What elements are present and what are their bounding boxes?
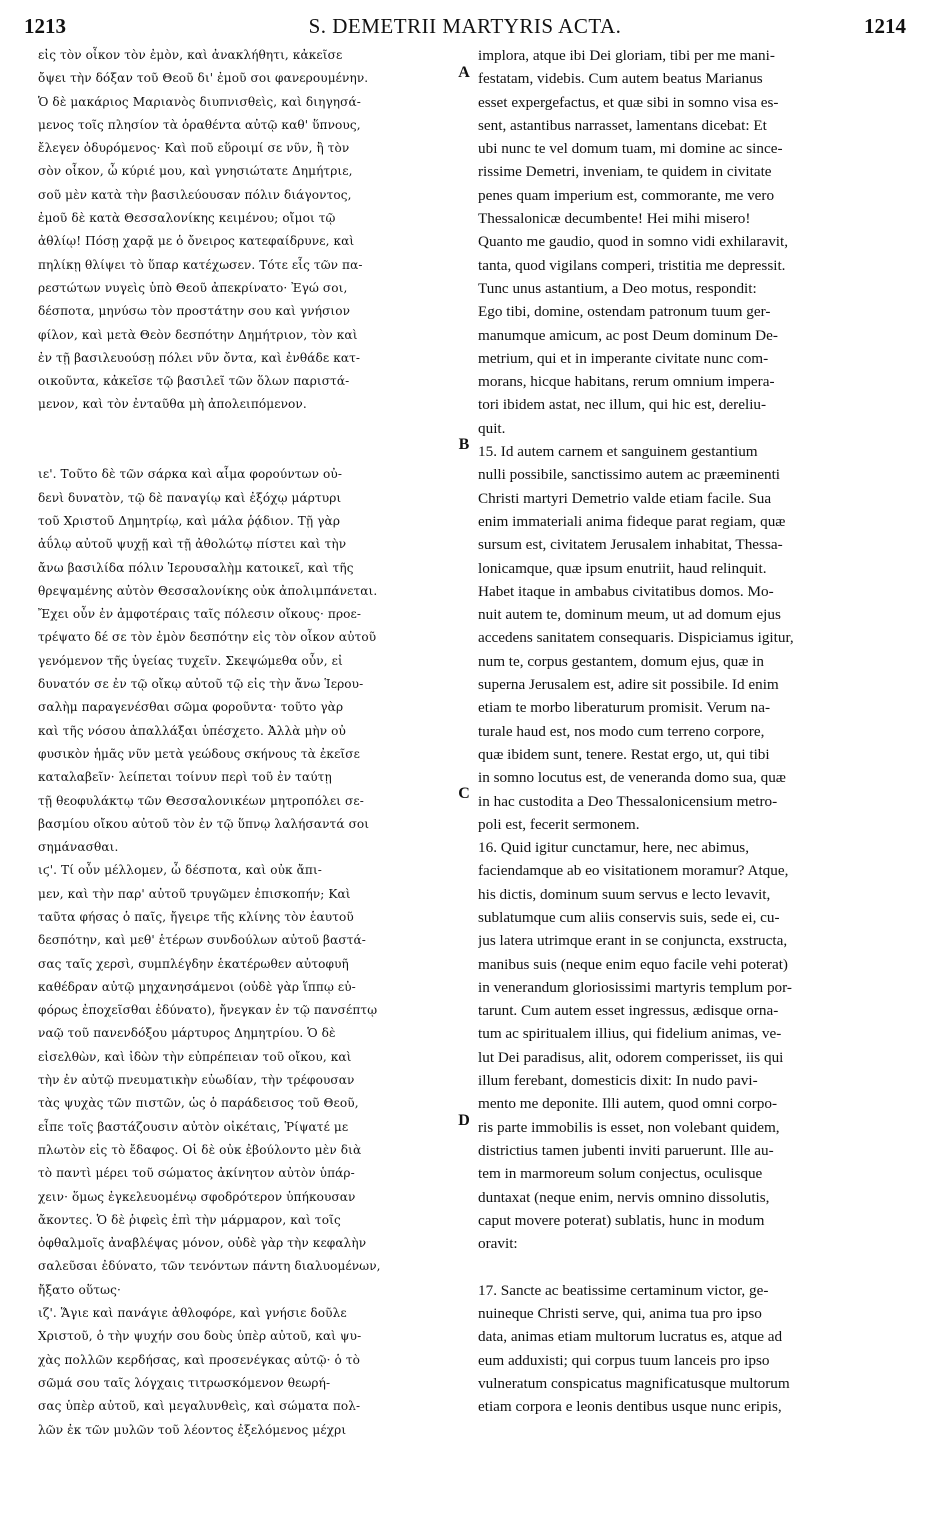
greek-text-line: δεσπότην, καὶ μεθ' ἑτέρων συνδούλων αὐτοῦ βαστά- (38, 933, 366, 948)
latin-text-line: caput movere poterat) sublatis, hunc in modum (478, 1211, 765, 1229)
section-marker-c: C (458, 785, 470, 802)
greek-text-line: σας ταῖς χερσὶ, συμπλέγδην ἑκατέρωθεν αὐτοφυῆ (38, 956, 349, 971)
greek-text-line: ἐν τῇ βασιλευούσῃ πόλει νῦν ὄντα, καὶ ἐνθάδε κατ- (38, 350, 361, 365)
greek-text-line: τὸ παντὶ μέρει τοῦ σώματος ἀκίνητον αὐτὸν ὑπάρ- (38, 1166, 355, 1181)
latin-text-line: tum ac spiritualem illius, qui fidelium animas, ve- (478, 1025, 782, 1043)
latin-text-line: duntaxat (neque enim, nervis omnino dissolutis, (478, 1188, 770, 1206)
latin-text-line: his dictis, dominum suum servus e lecto levavit, (478, 885, 771, 903)
greek-text-line: φυσικὸν ἡμᾶς νῦν μετὰ γεώδους σκήνους τὰ ἐκεῖσε (38, 746, 360, 761)
greek-text-line: εἰσελθὼν, καὶ ἰδὼν τὴν εὐπρέπειαν τοῦ οἴκου, καὶ (38, 1049, 352, 1064)
latin-text-line: penes quam imperium est, commorante, me vero (478, 186, 775, 204)
latin-text-line: lut Dei paradisus, alit, odorem comperisset, iis qui (478, 1048, 784, 1066)
latin-text-line: sublatumque cum aliis conservis suis, sede ei, cu- (478, 908, 780, 926)
greek-text-line: σὸν οἶκον, ὦ κύριέ μου, καὶ γνησιώτατε Δημήτριε, (38, 164, 353, 179)
greek-text-line: ἔλεγεν ὀδυρόμενος· Καὶ ποῦ εὕροιμί σε νῦν, ἢ τὸν (38, 141, 350, 156)
latin-text-line: morans, hicque habitans, rerum omnium impera- (478, 373, 775, 391)
latin-text-line: 17. Sancte ac beatissime certaminum victor, ge- (478, 1281, 769, 1299)
greek-text-line: καθέδραν αὐτῷ μηχανησάμενοι (οὐδὲ γὰρ ἵππῳ εὐ- (38, 979, 356, 994)
latin-text-line: ubi nunc te vel domum tuam, mi domine ac since- (478, 140, 783, 158)
greek-text-line: ρεστώτων νυγεὶς ὑπὸ Θεοῦ ἀπεκρίνατο· Ἐγώ σοι, (38, 280, 348, 295)
greek-text-line: ἤξατο οὕτως· (38, 1282, 121, 1297)
greek-text-line: τρέψατο δέ σε τὸν ἐμὸν δεσπότην εἰς τὸν οἶκον αὐτοῦ (38, 630, 377, 645)
greek-text-line: ἀθλίῳ! Πόσῃ χαρᾷ με ὁ ὄνειρος κατεφαίδρυνε, καὶ (38, 234, 355, 249)
latin-text-line: esset expergefactus, et quæ sibi in somno visa es- (478, 93, 779, 111)
greek-text-line: ὄψει τὴν δόξαν τοῦ Θεοῦ δι' ἐμοῦ σοι φανερουμένην. (38, 71, 369, 86)
latin-text-line: metrium, qui et in imperante civitate nunc com- (478, 349, 769, 367)
greek-text-line: ταῦτα φήσας ὁ παῖς, ἤγειρε τῆς κλίνης τὸν ἑαυτοῦ (38, 909, 354, 924)
greek-text-line: Χριστοῦ, ὁ τὴν ψυχήν σου δοὺς ὑπὲρ αὐτοῦ, καὶ ψυ- (38, 1329, 362, 1344)
latin-text-line: accedens sanitatem consequaris. Dispiciamus igitur, (478, 629, 794, 647)
latin-text-line: 16. Quid igitur cunctamur, here, nec abimus, (478, 839, 750, 857)
greek-text-line: βασμίου οἴκου αὐτοῦ τὸν ἐν τῷ ὕπνῳ λαλήσαντά σοι (38, 816, 370, 831)
latin-text-line: Tunc unus astantium, a Deo motus, respondit: (478, 279, 757, 297)
blank-line (38, 417, 458, 440)
latin-text-line: quit. (478, 419, 506, 437)
blank-line (478, 1255, 898, 1278)
greek-text-line: φίλον, καὶ μετὰ Θεὸν δεσπότην Δημήτριον, τὸν καὶ (38, 327, 358, 342)
greek-text-line: καὶ τῆς νόσου ἀπαλλάξαι ὑπέσχετο. Ἀλλὰ μὴν οὐ (38, 723, 347, 738)
greek-text-line: ἐμοῦ δὲ κατὰ Θεσσαλονίκης κειμένου; οἴμοι τῷ (38, 211, 336, 226)
greek-text-line: σημάνασθαι. (38, 840, 119, 855)
greek-text-line: ὀφθαλμοῖς ἀναβλέψας μόνον, οὐδὲ γὰρ τὴν κεφαλὴν (38, 1236, 367, 1251)
latin-text-line: data, animas etiam multorum lucratus es, atque ad (478, 1328, 783, 1346)
greek-text-line: ναῷ τοῦ πανενδόξου μάρτυρος Δημητρίου. Ὁ δὲ (38, 1026, 336, 1041)
greek-text-line: δέσποτα, μηνύσω τὸν προστάτην σου καὶ γνήσιον (38, 304, 351, 319)
greek-text-line: γενόμενον τῆς ὑγείας τυχεῖν. Σκεψώμεθα οὖν, εἰ (38, 653, 343, 668)
blank-line (38, 440, 458, 463)
latin-text-line: sent, astantibus narrasset, lamentans dicebat: Et (478, 116, 767, 134)
greek-text-line: δενὶ δυνατὸν, τῷ δὲ παναγίῳ καὶ ἐξόχῳ μάρτυρι (38, 490, 342, 505)
greek-text-line: ἄνω βασιλίδα πόλιν Ἱερουσαλὴμ κατοικεῖ, καὶ τῆς (38, 560, 354, 575)
latin-text-line: eum adduxisti; qui corpus tuum lanceis pro ipso (478, 1351, 770, 1369)
latin-text-line: tanta, quod vigilans comperi, tristitia me depressit. (478, 256, 786, 274)
greek-text-line: τοῦ Χριστοῦ Δημητρίῳ, καὶ μάλα ῥᾴδιον. Τῇ γὰρ (38, 513, 341, 528)
latin-text-line: Quanto me gaudio, quod in somno vidi exhilaravit, (478, 233, 789, 251)
greek-text-line: χειν· ὅμως ἐγκελευομένῳ σφοδρότερον ὑπήκουσαν (38, 1189, 356, 1204)
latin-text-line: districtius tamen jubenti inviti paruerunt. Ille au- (478, 1141, 774, 1159)
running-head (0, 14, 930, 44)
page-number-left: 1213 (24, 14, 66, 38)
section-marker-d: D (458, 1112, 470, 1129)
latin-text-line: tori ibidem astat, nec illum, qui hic est, dereliu- (478, 396, 767, 414)
latin-text-line: lonicamque, quæ ipsum enutriit, haud relinquit. (478, 559, 767, 577)
greek-text-line: πλωτὸν εἰς τὸ ἔδαφος. Οἱ δὲ οὐκ ἐβούλοντο μὲν διὰ (38, 1142, 362, 1157)
latin-text-line: rissime Demetri, inveniam, te quidem in civitate (478, 163, 772, 181)
latin-text-line: sursum est, civitatem Jerusalem inhabitat, Thessa- (478, 536, 783, 554)
latin-text-line: in somno locutus est, de veneranda domo sua, quæ (478, 769, 786, 787)
greek-text-line: δυνατόν σε ἐν τῷ οἴκῳ αὐτοῦ τῷ εἰς τὴν ἄνω Ἱερου- (38, 677, 364, 692)
page-number-right: 1214 (864, 14, 906, 38)
latin-text-line: poli est, fecerit sermonem. (478, 815, 640, 833)
latin-text-line: nulli possibile, sanctissimo autem ac præeminenti (478, 466, 781, 484)
greek-text-line: σαλεῦσαι ἐδύνατο, τῶν τενόντων πάντη διαλυομένων, (38, 1259, 381, 1274)
latin-text-line: etiam corpora e leonis dentibus usque nunc eripis, (478, 1398, 782, 1416)
greek-text-line: σας ὑπὲρ αὐτοῦ, καὶ μεγαλυνθεὶς, καὶ σώματα πολ- (38, 1399, 361, 1414)
latin-text-line: faciendamque ab eo visitationem moramur? Atque, (478, 862, 789, 880)
greek-text-line: ιζ'. Ἅγιε καὶ πανάγιε ἀθλοφόρε, καὶ γνήσιε δοῦλε (38, 1306, 347, 1321)
latin-text-column (478, 44, 898, 1419)
greek-text-line: Ἔχει οὖν ἐν ἀμφοτέραις ταῖς πόλεσιν οἴκους· προε- (38, 607, 362, 622)
running-title: S. DEMETRII MARTYRIS ACTA. (308, 14, 622, 38)
greek-text-line: οικοῦντα, κἀκεῖσε τῷ βασιλεῖ τῶν ὅλων παριστά- (38, 374, 350, 389)
greek-text-line: ιϛ'. Τί οὖν μέλλομεν, ὦ δέσποτα, καὶ οὐκ ἄπι- (38, 863, 322, 878)
latin-text-line: Christi martyri Demetrio valde etiam facile. Sua (478, 489, 772, 507)
latin-text-line: illum ferebant, domesticis dixit: In nudo pavi- (478, 1072, 758, 1090)
latin-text-line: nuit autem te, dominum meum, ut ad domum ejus (478, 606, 781, 624)
greek-text-line: εἰς τὸν οἶκον τὸν ἐμὸν, καὶ ἀνακλήθητι, κἀκεῖσε (38, 48, 343, 62)
greek-text-line: καταλαβεῖν· λείπεται τοίνυν περὶ τοῦ ἐν ταύτῃ (38, 770, 332, 785)
latin-text-line: jus latera utrimque erant in se conjuncta, exstructa, (478, 932, 788, 950)
greek-text-line: ἄκοντες. Ὁ δὲ ῥιφεὶς ἐπὶ τὴν μάρμαρον, καὶ τοῖς (38, 1212, 341, 1227)
greek-text-line: φόρως ἐποχεῖσθαι ἐδύνατο), ἤνεγκαν ἐν τῷ πανσέπτῳ (38, 1003, 378, 1018)
greek-text-line: λῶν ἐκ τῶν μυλῶν τοῦ λέοντος ἐξελόμενος μέχρι (38, 1422, 347, 1437)
greek-text-line: ιε'. Τοῦτο δὲ τῶν σάρκα καὶ αἷμα φορούντων οὐ- (38, 467, 343, 482)
latin-text-line: implora, atque ibi Dei gloriam, tibi per me mani- (478, 47, 775, 64)
greek-text-line: μενον, καὶ τὸν ἐνταῦθα μὴ ἀπολειπόμενον. (38, 397, 307, 412)
greek-text-line: μενος τοῖς πλησίον τὰ ὁραθέντα αὐτῷ καθ' ὕπνους, (38, 117, 361, 132)
greek-text-line: εἶπε τοῖς βαστάζουσιν αὐτὸν οἰκέταις, Ῥίψατέ με (38, 1119, 349, 1134)
section-marker-b: B (458, 436, 470, 453)
greek-text-column (38, 44, 458, 1442)
greek-text-line: τῇ θεοφυλάκτῳ τῶν Θεσσαλονικέων μητροπόλει σε- (38, 793, 364, 808)
greek-text-line: σοῦ μὲν κατὰ τὴν βασιλεύουσαν πόλιν διάγοντος, (38, 187, 352, 202)
latin-text-line: manibus suis (neque enim equo facile vehi poterat) (478, 955, 788, 973)
latin-text-line: quæ ibidem sunt, tenere. Restat ergo, ut, qui tibi (478, 745, 770, 763)
greek-text-line: θρεψαμένης αὐτὸν Θεσσαλονίκης οὐκ ἀπολιμπάνεται. (38, 583, 378, 598)
latin-text-line: in venerandum gloriosissimi martyris templum por- (478, 978, 792, 996)
latin-text-line: etiam te morbo liberaturum promisit. Verum na- (478, 699, 771, 717)
latin-text-line: vulneratum conspicatus magnificatusque multorum (478, 1374, 790, 1392)
greek-text-line: χὰς πολλῶν κερδήσας, καὶ προσενέγκας αὐτῷ· ὁ τὸ (38, 1352, 360, 1367)
latin-text-line: nuineque Christi serve, qui, anima tua pro ipso (478, 1305, 762, 1323)
greek-text-line: τὴν ἐν αὐτῷ πνευματικὴν εὐωδίαν, τὴν τρέφουσαν (38, 1073, 355, 1088)
latin-text-line: tem in marmoreum solum conjectus, oculisque (478, 1165, 763, 1183)
latin-text-line: festatam, videbis. Cum autem beatus Marianus (478, 70, 763, 88)
greek-text-line: τὰς ψυχὰς τῶν πιστῶν, ὡς ὁ παράδεισος τοῦ Θεοῦ, (38, 1096, 359, 1111)
latin-text-line: tarunt. Cum autem esset ingressus, ædisque orna- (478, 1002, 779, 1020)
latin-text-line: mento me deponite. Illi autem, quod omni corpo- (478, 1095, 778, 1113)
latin-text-line: manumque amicum, ac post Deum dominum De- (478, 326, 778, 344)
greek-text-line: ἀΰλῳ αὐτοῦ ψυχῇ καὶ τῇ ἀθολώτῳ πίστει καὶ τὴν (38, 537, 347, 552)
latin-text-line: num te, corpus gestantem, domum ejus, quæ in (478, 652, 764, 670)
latin-text-line: Thessalonicæ decumbente! Hei mihi misero! (478, 210, 751, 228)
greek-text-line: πηλίκῃ θλίψει τὸ ὕπαρ κατέχωσεν. Τότε εἷς τῶν πα- (38, 257, 363, 272)
greek-text-line: Ὁ δὲ μακάριος Μαριανὸς διυπνισθεὶς, καὶ διηγησά- (38, 94, 361, 109)
latin-text-line: enim immateriali anima fideque parat regiam, quæ (478, 512, 786, 530)
section-marker-a: A (458, 64, 470, 81)
greek-text-line: σῶμά σου ταῖς λόγχαις τιτρωσκόμενον θεωρή- (38, 1375, 331, 1390)
greek-text-line: μεν, καὶ τὴν παρ' αὐτοῦ τρυγῶμεν ἐπισκοπήν; Καὶ (38, 886, 351, 901)
latin-text-line: superna Jerusalem est, adire sit possibile. Id enim (478, 676, 779, 694)
latin-text-line: 15. Id autem carnem et sanguinem gestantium (478, 443, 758, 461)
latin-text-line: Habet itaque in ambabus civitatibus domos. Mo- (478, 582, 774, 600)
latin-text-line: oravit: (478, 1235, 518, 1253)
latin-text-line: in hac custodita a Deo Thessalonicensium metro- (478, 792, 778, 810)
latin-text-line: ris parte immobilis is esset, non volebant quidem, (478, 1118, 780, 1136)
latin-text-line: Ego tibi, domine, ostendam patronum tuum ger- (478, 303, 771, 321)
greek-text-line: σαλὴμ παραγενέσθαι σῶμα φοροῦντα· τοῦτο γὰρ (38, 700, 344, 715)
latin-text-line: turale haud est, nos modo cum terreno corpore, (478, 722, 765, 740)
